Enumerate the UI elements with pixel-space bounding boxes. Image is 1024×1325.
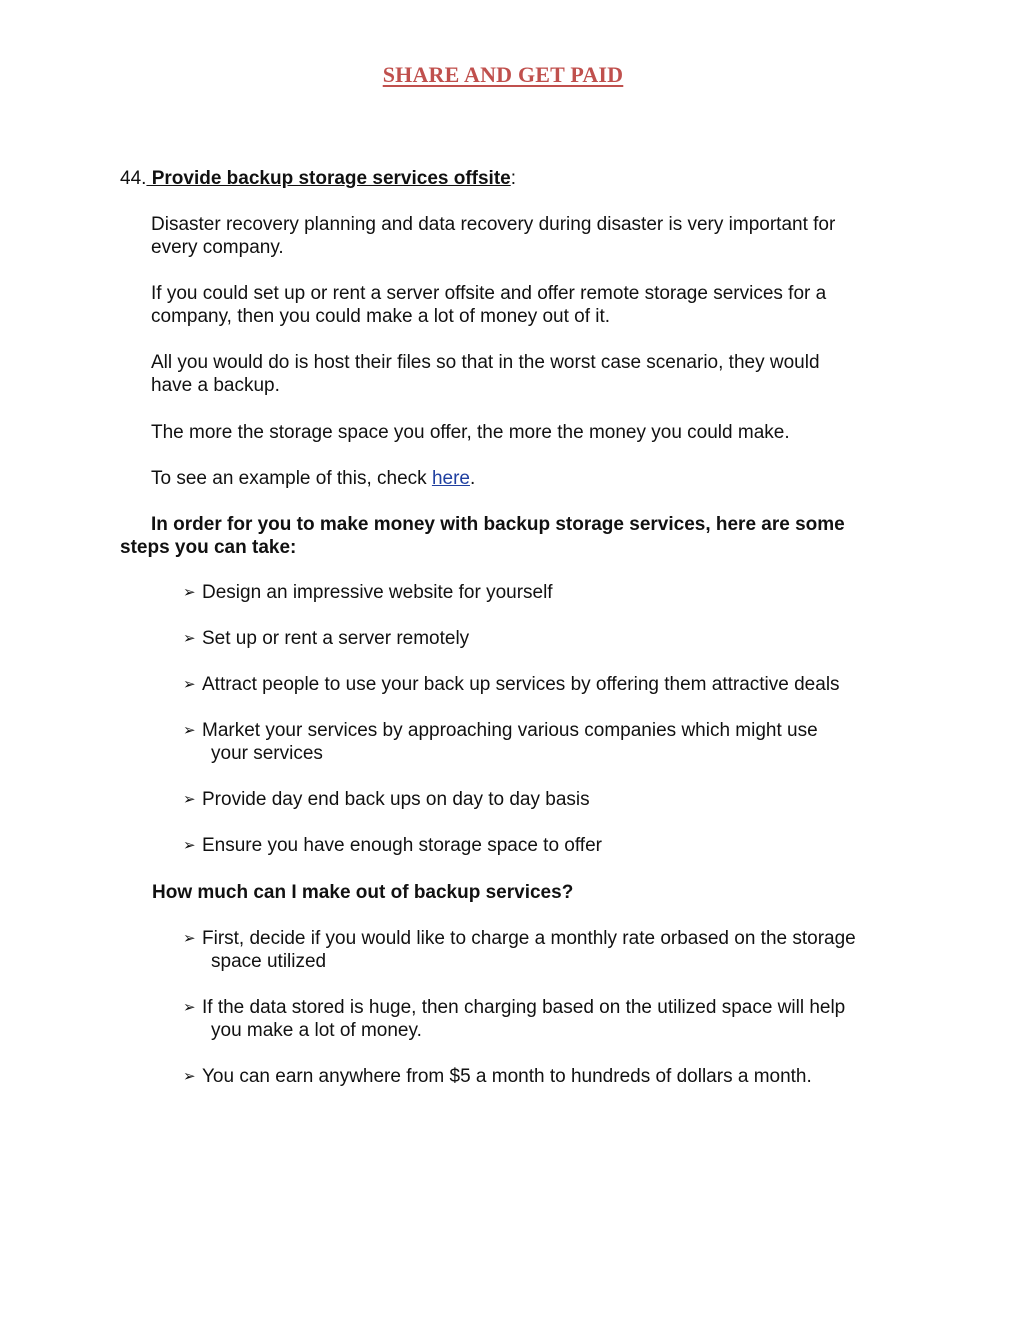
paragraph-line: company, then you could make a lot of money out of it. (151, 306, 611, 327)
list-item-text: Attract people to use your back up services by offering them attractive deals (202, 674, 840, 695)
paragraph-line: every company. (151, 237, 284, 258)
arrow-bullet-icon: ➢ (183, 722, 196, 739)
list-item (183, 788, 590, 812)
arrow-bullet-icon: ➢ (183, 930, 196, 947)
arrow-bullet-icon: ➢ (183, 791, 196, 808)
paragraph-line: The more the storage space you offer, the more the money you could make. (151, 422, 790, 443)
list-item-continuation: space utilized (211, 951, 327, 972)
page-title: SHARE AND GET PAID (382, 62, 624, 87)
example-line (151, 467, 475, 490)
list-item (183, 719, 818, 743)
list-item (183, 627, 469, 651)
paragraph-line: All you would do is host their files so that in the worst case scenario, they would (151, 352, 820, 373)
steps-heading-line1: In order for you to make money with backup storage services, here are some (151, 514, 845, 535)
section-colon: : (510, 168, 517, 189)
section-title: Provide backup storage services offsite (146, 168, 511, 189)
list-item-text: Market your services by approaching various companies which might use (202, 720, 818, 741)
arrow-bullet-icon: ➢ (183, 837, 196, 854)
paragraph-line: If you could set up or rent a server offsite and offer remote storage services for a (151, 283, 827, 304)
list-item-text: Provide day end back ups on day to day basis (202, 789, 590, 810)
list-item (183, 927, 856, 951)
section-number: 44. (120, 168, 147, 189)
list-item-text: Design an impressive website for yourself (202, 582, 553, 603)
list-item-text: Set up or rent a server remotely (202, 628, 470, 649)
list-item-continuation: your services (211, 743, 323, 764)
arrow-bullet-icon: ➢ (183, 999, 196, 1016)
list-item-continuation: you make a lot of money. (211, 1020, 422, 1041)
list-item (183, 996, 845, 1020)
list-item (183, 834, 602, 858)
paragraph-line: have a backup. (151, 375, 280, 396)
section-heading (120, 167, 516, 190)
paragraph-line: Disaster recovery planning and data recovery during disaster is very important for (151, 214, 836, 235)
steps-heading-line2: steps you can take: (120, 537, 297, 558)
arrow-bullet-icon: ➢ (183, 584, 196, 601)
arrow-bullet-icon: ➢ (183, 676, 196, 693)
example-prefix: To see an example of this, check (151, 468, 432, 489)
arrow-bullet-icon: ➢ (183, 1068, 196, 1085)
earnings-heading: How much can I make out of backup services? (152, 882, 574, 903)
list-item-text: Ensure you have enough storage space to offer (202, 835, 602, 856)
example-link[interactable]: here (431, 468, 470, 489)
list-item (183, 673, 840, 697)
list-item (183, 581, 553, 605)
arrow-bullet-icon: ➢ (183, 630, 196, 647)
list-item-text: You can earn anywhere from $5 a month to hundreds of dollars a month. (202, 1066, 812, 1087)
list-item (183, 1065, 812, 1089)
list-item-text: First, decide if you would like to charge a monthly rate orbased on the storage (202, 928, 856, 949)
example-suffix: . (469, 468, 476, 489)
list-item-text: If the data stored is huge, then charging based on the utilized space will help (202, 997, 846, 1018)
